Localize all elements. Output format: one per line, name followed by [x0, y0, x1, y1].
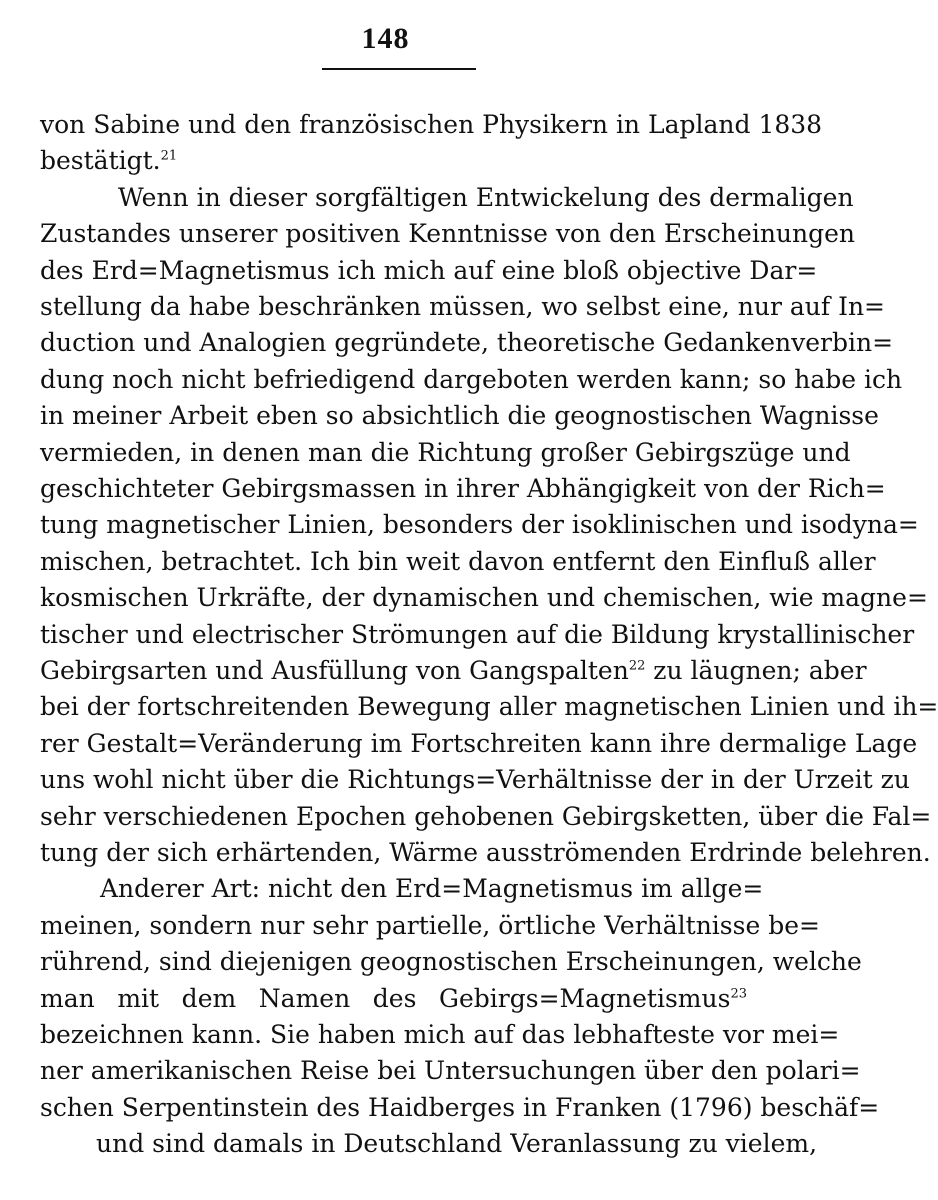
text-line: [0, 180, 854, 216]
text-line: [0, 1090, 880, 1126]
text-line: [0, 1017, 840, 1053]
text-line: [0, 871, 771, 907]
line-text: sehr verschiedenen Epochen gehobenen Gebirgsketten, über die Fal=: [40, 801, 932, 831]
line-text: bestätigt.: [40, 146, 161, 176]
line-text: rer Gestalt=Veränderung im Fortschreiten kann ihre dermalige Lage: [40, 728, 918, 758]
text-line: [0, 253, 818, 289]
text-line: [0, 835, 931, 871]
line-text: des Erd=Magnetismus ich mich auf eine bloß objective Dar=: [40, 255, 818, 285]
line-text: ner amerikanischen Reise bei Untersuchungen über den polari=: [40, 1056, 861, 1086]
line-text: uns wohl nicht über die Richtungs=Verhältnisse der in der Urzeit zu: [40, 765, 910, 795]
line-text: und sind damals in Deutschland Veranlassung zu vielem,: [96, 1129, 818, 1159]
line-text: duction und Analogien gegründete, theoretische Gedankenverbin=: [40, 328, 894, 358]
text-line: [0, 143, 771, 179]
line-text: tischer und electrischer Strömungen auf die Bildung krystallinischer: [40, 619, 915, 649]
text-line: [0, 325, 894, 361]
text-line: [0, 1126, 818, 1162]
line-text: Gebirgsarten und Ausfüllung von Gangspalten: [40, 656, 629, 685]
line-text: bezeichnen kann. Sie haben mich auf das lebhafteste vor mei=: [40, 1020, 840, 1049]
line-text: geschichteter Gebirgsmassen in ihrer Abhängigkeit von der Rich=: [40, 474, 886, 503]
text-line: [0, 398, 879, 434]
text-line: [0, 799, 932, 835]
line-text: bei der fortschreitenden Bewegung aller magnetischen Linien und ih=: [40, 692, 938, 722]
line-text: stellung da habe beschränken müssen, wo selbst eine, nur auf In=: [40, 292, 886, 321]
text-line: [0, 981, 771, 1017]
text-line: [0, 944, 862, 980]
line-text-tail: zu läugnen; aber: [645, 656, 867, 685]
text-line: [0, 726, 918, 762]
text-line: [0, 617, 915, 653]
line-text: kosmischen Urkräfte, der dynamischen und chemischen, wie magne=: [40, 583, 928, 613]
line-text: meinen, sondern nur sehr partielle, örtliche Verhältnisse be=: [40, 910, 820, 940]
text-line: [0, 507, 919, 543]
text-line: [0, 762, 910, 798]
text-line: [0, 216, 856, 252]
text-line: [0, 689, 938, 725]
line-text: tung der sich erhärtenden, Wärme ausströmenden Erdrinde belehren.: [40, 838, 931, 867]
line-text: schen Serpentinstein des Haidberges in Franken (1796) beschäf=: [40, 1092, 880, 1122]
line-text: tung magnetischer Linien, besonders der isoklinischen und isodyna=: [40, 510, 919, 540]
line-text: in meiner Arbeit eben so absichtlich die geognostischen Wagnisse: [40, 401, 879, 431]
text-line: [0, 908, 820, 944]
page-number: 148: [361, 22, 410, 55]
line-text: Wenn in dieser sorgfältigen Entwickelung des dermaligen: [118, 182, 854, 212]
line-text: vermieden, in denen man die Richtung großer Gebirgszüge und: [40, 437, 851, 467]
footnote-marker: 22: [628, 658, 646, 674]
text-line: [0, 653, 867, 689]
text-line: [0, 107, 823, 143]
footnote-marker: 21: [160, 149, 178, 165]
text-line: [0, 1053, 861, 1089]
footnote-marker: 23: [730, 986, 747, 1002]
header-rule: [322, 68, 476, 70]
line-text: dung noch nicht befriedigend dargeboten werden kann; so habe ich: [40, 364, 903, 394]
text-line: [0, 435, 851, 471]
line-text: man mit dem Namen des Gebirgs=Magnetismus: [40, 983, 731, 1013]
text-line: [0, 544, 876, 580]
line-text: rührend, sind diejenigen geognostischen Erscheinungen, welche: [40, 947, 862, 977]
line-text: Zustandes unserer positiven Kenntnisse von den Erscheinungen: [40, 219, 856, 249]
text-line: [0, 289, 886, 325]
line-text: Anderer Art: nicht den Erd=Magnetismus im allge=: [100, 874, 764, 904]
text-line: [0, 580, 928, 616]
line-text: von Sabine und den französischen Physikern in Lapland 1838: [40, 110, 823, 139]
line-text: mischen, betrachtet. Ich bin weit davon entfernt den Einfluß aller: [40, 546, 876, 576]
text-line: [0, 362, 903, 398]
text-line: [0, 471, 886, 507]
